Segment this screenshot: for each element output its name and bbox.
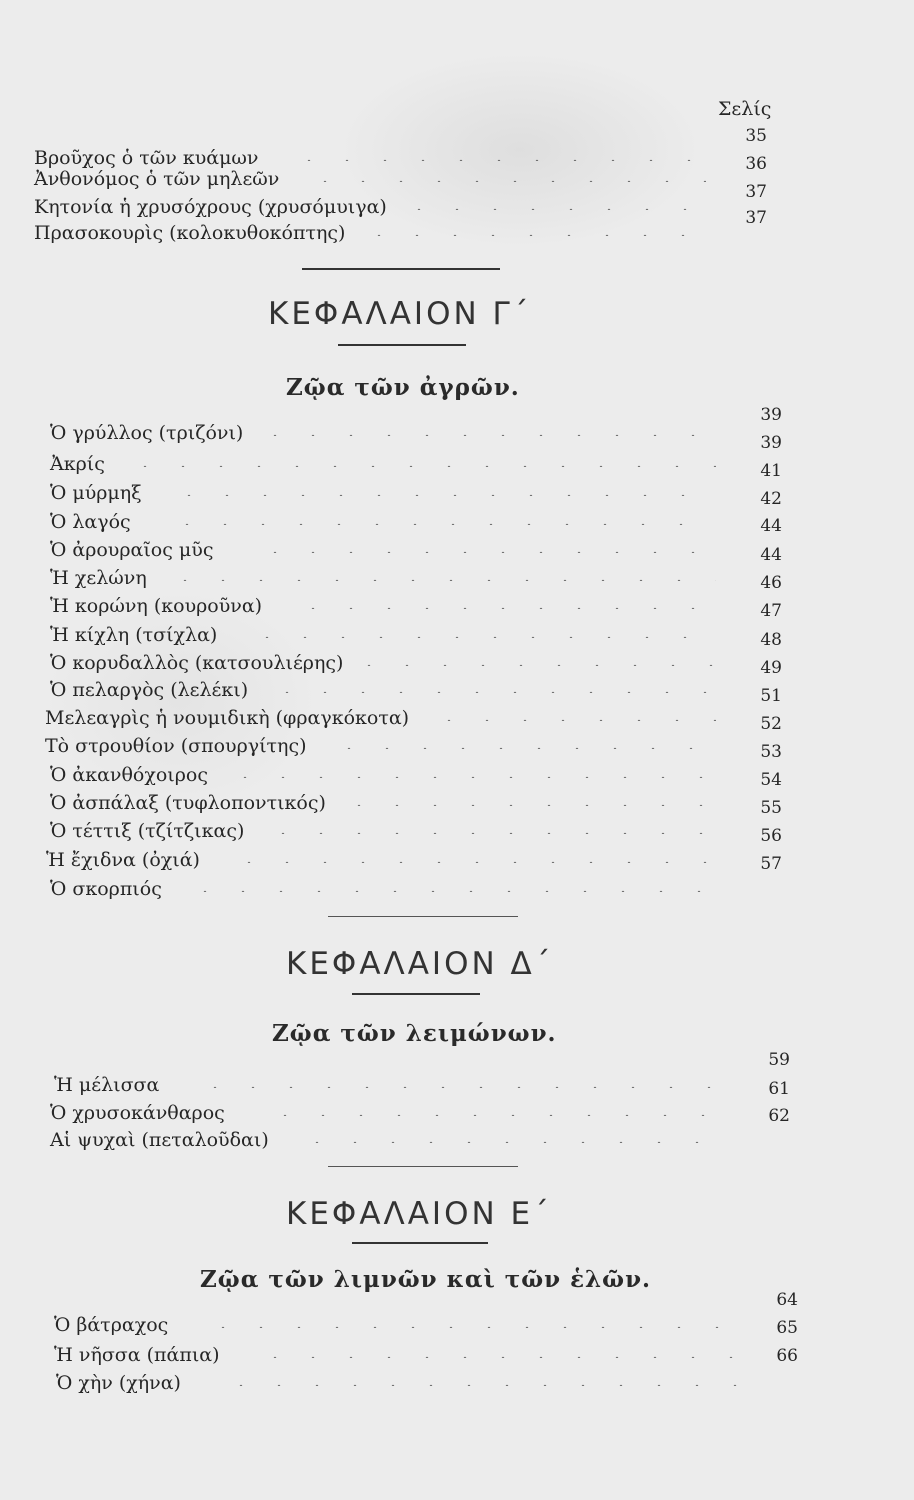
toc-entry-label: Ἡ χελώνη bbox=[50, 567, 147, 589]
toc-entry-label: Βροῦχος ὁ τῶν κυάμων bbox=[34, 147, 259, 169]
leader-dots bbox=[306, 180, 706, 182]
toc-entry-label: Αἱ ψυχαὶ (πεταλοῦδαι) bbox=[50, 1129, 269, 1151]
leader-dots bbox=[166, 579, 716, 581]
page-number: 36 bbox=[745, 154, 767, 174]
page-number: 35 bbox=[745, 126, 767, 146]
leader-dots bbox=[186, 890, 716, 892]
page-number: 54 bbox=[760, 770, 782, 790]
toc-entry-label: Ἡ μέλισσα bbox=[54, 1074, 160, 1096]
toc-entry-label: Ἡ νῆσσα (πάπια) bbox=[54, 1344, 220, 1366]
page-number: 39 bbox=[760, 405, 782, 425]
toc-entry-label: Ἀνθονόμος ὁ τῶν μηλεῶν bbox=[34, 168, 280, 190]
leader-dots bbox=[256, 551, 716, 553]
leader-dots bbox=[226, 776, 716, 778]
toc-entry-label: Μελεαγρὶς ἡ νουμιδικὴ (φραγκόκοτα) bbox=[45, 707, 410, 729]
page-number: 52 bbox=[760, 714, 782, 734]
divider-rule bbox=[328, 916, 518, 917]
leader-dots bbox=[330, 747, 716, 749]
toc-entry bbox=[0, 166, 914, 192]
page-number: 64 bbox=[776, 1290, 798, 1310]
toc-entry-label: Ἡ κορώνη (κουροῦνα) bbox=[50, 595, 263, 617]
page-number: 53 bbox=[760, 742, 782, 762]
toc-entry-label: Ὁ κορυδαλλὸς (κατσουλιέρης) bbox=[50, 652, 344, 674]
toc-entry-label: Ὁ γρύλλος (τριζόνι) bbox=[50, 422, 244, 444]
toc-entry bbox=[0, 194, 914, 220]
page-number: 57 bbox=[760, 854, 782, 874]
toc-entry-label: Ὁ ἀρουραῖος μῦς bbox=[50, 539, 214, 561]
toc-entry-label: Ὁ σκορπιός bbox=[50, 878, 162, 900]
page-number: 37 bbox=[745, 208, 767, 228]
leader-dots bbox=[222, 1384, 742, 1386]
leader-dots bbox=[204, 1326, 744, 1328]
toc-entry-label: Ὁ ἀκανθόχοιρος bbox=[50, 764, 208, 786]
divider-rule bbox=[338, 344, 466, 346]
page-number: 62 bbox=[768, 1106, 790, 1126]
page-number: 66 bbox=[776, 1346, 798, 1366]
chapter-heading: ΚΕΦΑΛΑΙΟΝ Ε΄ bbox=[286, 1196, 552, 1232]
leader-dots bbox=[170, 494, 716, 496]
leader-dots bbox=[168, 523, 716, 525]
leader-dots bbox=[230, 861, 716, 863]
toc-entry-label: Τὸ στρουθίον (σπουργίτης) bbox=[45, 735, 307, 757]
page-number: 61 bbox=[768, 1079, 790, 1099]
leader-dots bbox=[256, 434, 716, 436]
toc-entry-label: Ἡ κίχλη (τσίχλα) bbox=[50, 624, 218, 646]
page-number: 55 bbox=[760, 798, 782, 818]
divider-rule bbox=[302, 268, 500, 270]
leader-dots bbox=[360, 234, 690, 236]
leader-dots bbox=[268, 691, 716, 693]
toc-entry bbox=[0, 1370, 914, 1396]
page-number: 42 bbox=[760, 489, 782, 509]
page-number: 41 bbox=[760, 461, 782, 481]
chapter-subtitle: Ζῷα τῶν λειμώνων. bbox=[272, 1020, 557, 1047]
page-number: 44 bbox=[760, 516, 782, 536]
chapter-heading: ΚΕΦΑΛΑΙΟΝ Γ΄ bbox=[268, 296, 532, 332]
toc-entry bbox=[0, 876, 914, 902]
toc-entry-label: Ὁ βάτραχος bbox=[54, 1314, 169, 1336]
toc-entry-label: Κητονία ἡ χρυσόχρους (χρυσόμυιγα) bbox=[34, 196, 387, 218]
leader-dots bbox=[266, 1114, 726, 1116]
toc-entry bbox=[0, 1127, 914, 1153]
leader-dots bbox=[350, 664, 716, 666]
leader-dots bbox=[298, 1141, 726, 1143]
toc-entry-label: Ἡ ἔχιδνα (ὀχιά) bbox=[46, 849, 200, 871]
page-number: 37 bbox=[745, 182, 767, 202]
chapter-subtitle: Ζῷα τῶν ἀγρῶν. bbox=[286, 374, 520, 401]
toc-entry-label: Ὁ ἀσπάλαξ (τυφλοποντικός) bbox=[50, 792, 326, 814]
page-number: 51 bbox=[760, 686, 782, 706]
toc-entry-label: Ὁ χὴν (χήνα) bbox=[56, 1372, 181, 1394]
leader-dots bbox=[256, 1356, 744, 1358]
toc-entry bbox=[0, 220, 914, 246]
page-number: 59 bbox=[768, 1050, 790, 1070]
toc-entry-label: Ὁ τέττιξ (τζίτζικας) bbox=[50, 820, 245, 842]
toc-entry-label: Ὁ πελαργὸς (λελέκι) bbox=[50, 679, 249, 701]
chapter-subtitle: Ζῷα τῶν λιμνῶν καὶ τῶν ἑλῶν. bbox=[200, 1266, 652, 1293]
page-number: 49 bbox=[760, 658, 782, 678]
leader-dots bbox=[400, 208, 700, 210]
leader-dots bbox=[290, 159, 710, 161]
page-number: 47 bbox=[760, 601, 782, 621]
page-number: 48 bbox=[760, 630, 782, 650]
toc-entry-label: Πρασοκουρὶς (κολοκυθοκόπτης) bbox=[34, 222, 346, 244]
leader-dots bbox=[430, 719, 716, 721]
divider-rule bbox=[328, 1166, 518, 1167]
toc-entry-label: Ὁ λαγός bbox=[50, 511, 131, 533]
leader-dots bbox=[340, 804, 716, 806]
divider-rule bbox=[352, 993, 480, 995]
page-column-header: Σελίς bbox=[718, 98, 772, 120]
page-number: 46 bbox=[760, 573, 782, 593]
page-number: 39 bbox=[760, 433, 782, 453]
leader-dots bbox=[294, 607, 716, 609]
leader-dots bbox=[196, 1086, 726, 1088]
toc-entry-label: Ὁ χρυσοκάνθαρος bbox=[50, 1102, 225, 1124]
leader-dots bbox=[264, 832, 716, 834]
toc-entry-label: Ἀκρίς bbox=[50, 453, 105, 475]
page-number: 65 bbox=[776, 1318, 798, 1338]
page-number: 44 bbox=[760, 545, 782, 565]
leader-dots bbox=[248, 636, 716, 638]
page-number: 56 bbox=[760, 826, 782, 846]
leader-dots bbox=[126, 465, 716, 467]
divider-rule bbox=[352, 1242, 488, 1244]
toc-entry-label: Ὁ μύρμηξ bbox=[50, 482, 142, 504]
chapter-heading: ΚΕΦΑΛΑΙΟΝ Δ΄ bbox=[286, 946, 554, 982]
